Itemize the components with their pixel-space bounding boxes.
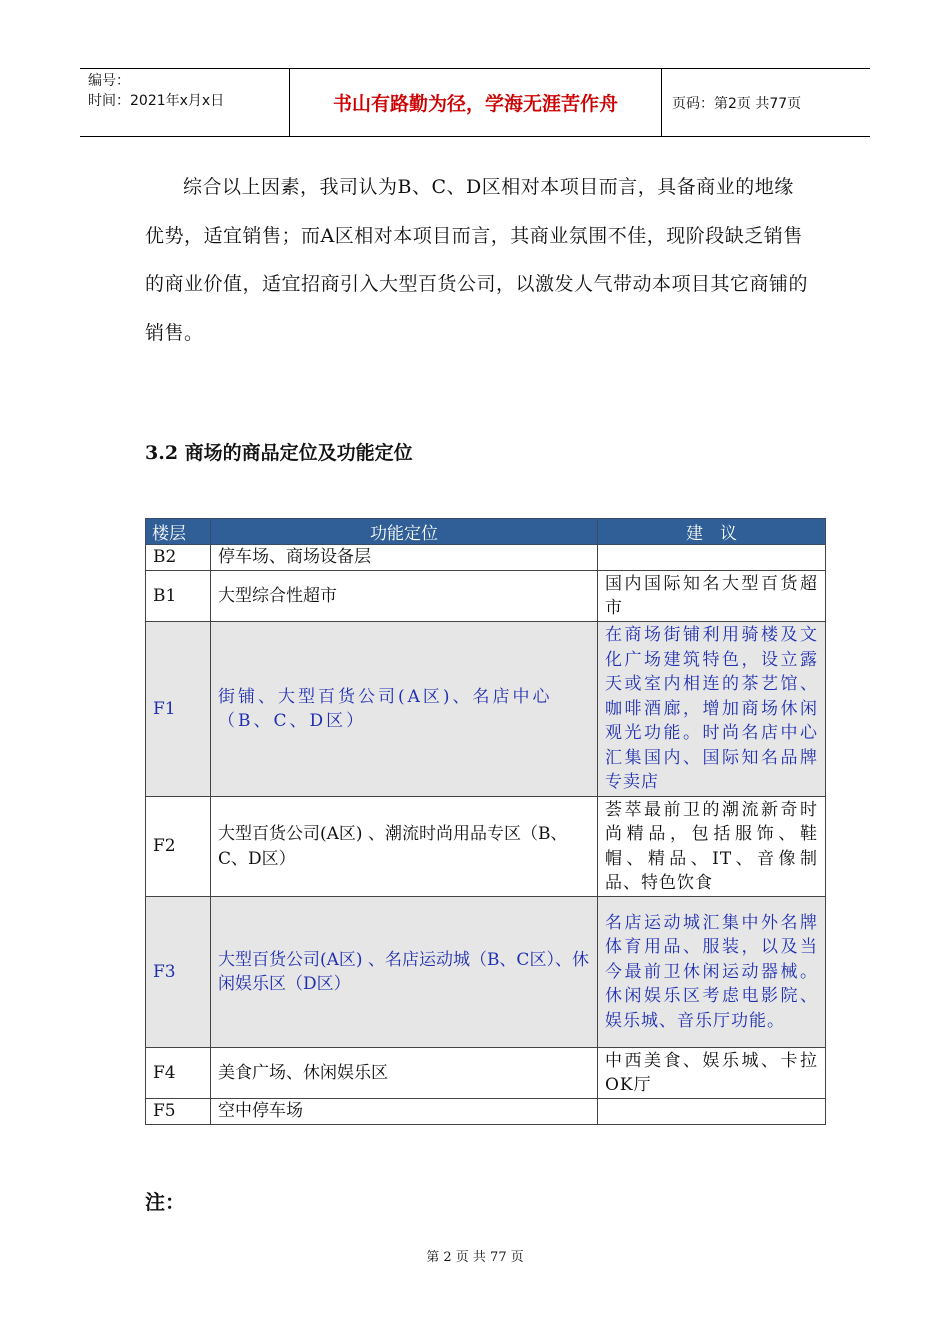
floor-cell: F4 — [146, 1048, 211, 1099]
function-cell: 大型百货公司(A区) 、名店运动城（B、C区）、休闲娱乐区（D区） — [211, 897, 598, 1048]
floor-cell: B1 — [146, 571, 211, 622]
page-footer: 第 2 页 共 77 页 — [426, 1250, 524, 1265]
floor-cell: F5 — [146, 1099, 211, 1125]
col-header-advice: 建 议 — [598, 519, 826, 545]
function-cell: 大型百货公司(A区) 、潮流时尚用品专区（B、C、D区） — [211, 797, 598, 897]
table-row — [146, 1048, 826, 1099]
function-cell: 街铺、大型百货公司(A区)、名店中心（B、C、D区） — [211, 622, 598, 797]
body-paragraph: 综合以上因素，我司认为B、C、D区相对本项目而言，具备商业的地缘优势，适宜销售；而A区相对本项目而言，其商业氛围不佳，现阶段缺乏销售的商业价值，适宜招商引入大型百货公司，以激发人气带动本项目其它商铺的销售。 — [145, 176, 809, 344]
header-page: 页码：第2页 共77页 — [672, 95, 802, 112]
floor-cell: F1 — [146, 622, 211, 797]
function-cell: 停车场、商场设备层 — [211, 545, 598, 571]
table-row — [146, 622, 826, 797]
table-row — [146, 571, 826, 622]
page-header — [80, 68, 870, 137]
function-cell: 美食广场、休闲娱乐区 — [211, 1048, 598, 1099]
table-row — [146, 797, 826, 897]
col-header-floor: 楼层 — [146, 519, 211, 545]
advice-cell: 中西美食、娱乐城、卡拉OK厅 — [598, 1048, 826, 1099]
function-cell: 大型综合性超市 — [211, 571, 598, 622]
floor-cell: F2 — [146, 797, 211, 897]
header-motto: 书山有路勤为径，学海无涯苦作舟 — [290, 69, 662, 136]
table-row — [146, 545, 826, 571]
table-header-row — [146, 519, 826, 545]
floor-cell: B2 — [146, 545, 211, 571]
floor-cell: F3 — [146, 897, 211, 1048]
advice-cell: 名店运动城汇集中外名牌体育用品、服装，以及当今最前卫休闲运动器械。休闲娱乐区考虑电影院、娱乐城、音乐厅功能。 — [598, 897, 826, 1048]
advice-cell: 国内国际知名大型百货超市 — [598, 571, 826, 622]
header-meta — [80, 69, 290, 136]
function-cell: 空中停车场 — [211, 1099, 598, 1125]
note-label: 注： — [145, 1190, 185, 1214]
positioning-table — [145, 518, 826, 1125]
advice-cell — [598, 1099, 826, 1125]
section-title: 3.2 商场的商品定位及功能定位 — [145, 442, 413, 464]
header-time: 时间：2021年x月x日 — [88, 93, 225, 109]
col-header-function: 功能定位 — [211, 519, 598, 545]
header-number: 编号： — [88, 73, 130, 89]
table-row — [146, 1099, 826, 1125]
table-row — [146, 897, 826, 1048]
advice-cell — [598, 545, 826, 571]
advice-cell: 荟萃最前卫的潮流新奇时尚精品，包括服饰、鞋帽、精品、IT、音像制品、特色饮食 — [598, 797, 826, 897]
advice-cell: 在商场街铺利用骑楼及文化广场建筑特色，设立露天或室内相连的茶艺馆、咖啡酒廊，增加商场休闲观光功能。时尚名店中心汇集国内、国际知名品牌专卖店 — [598, 622, 826, 797]
